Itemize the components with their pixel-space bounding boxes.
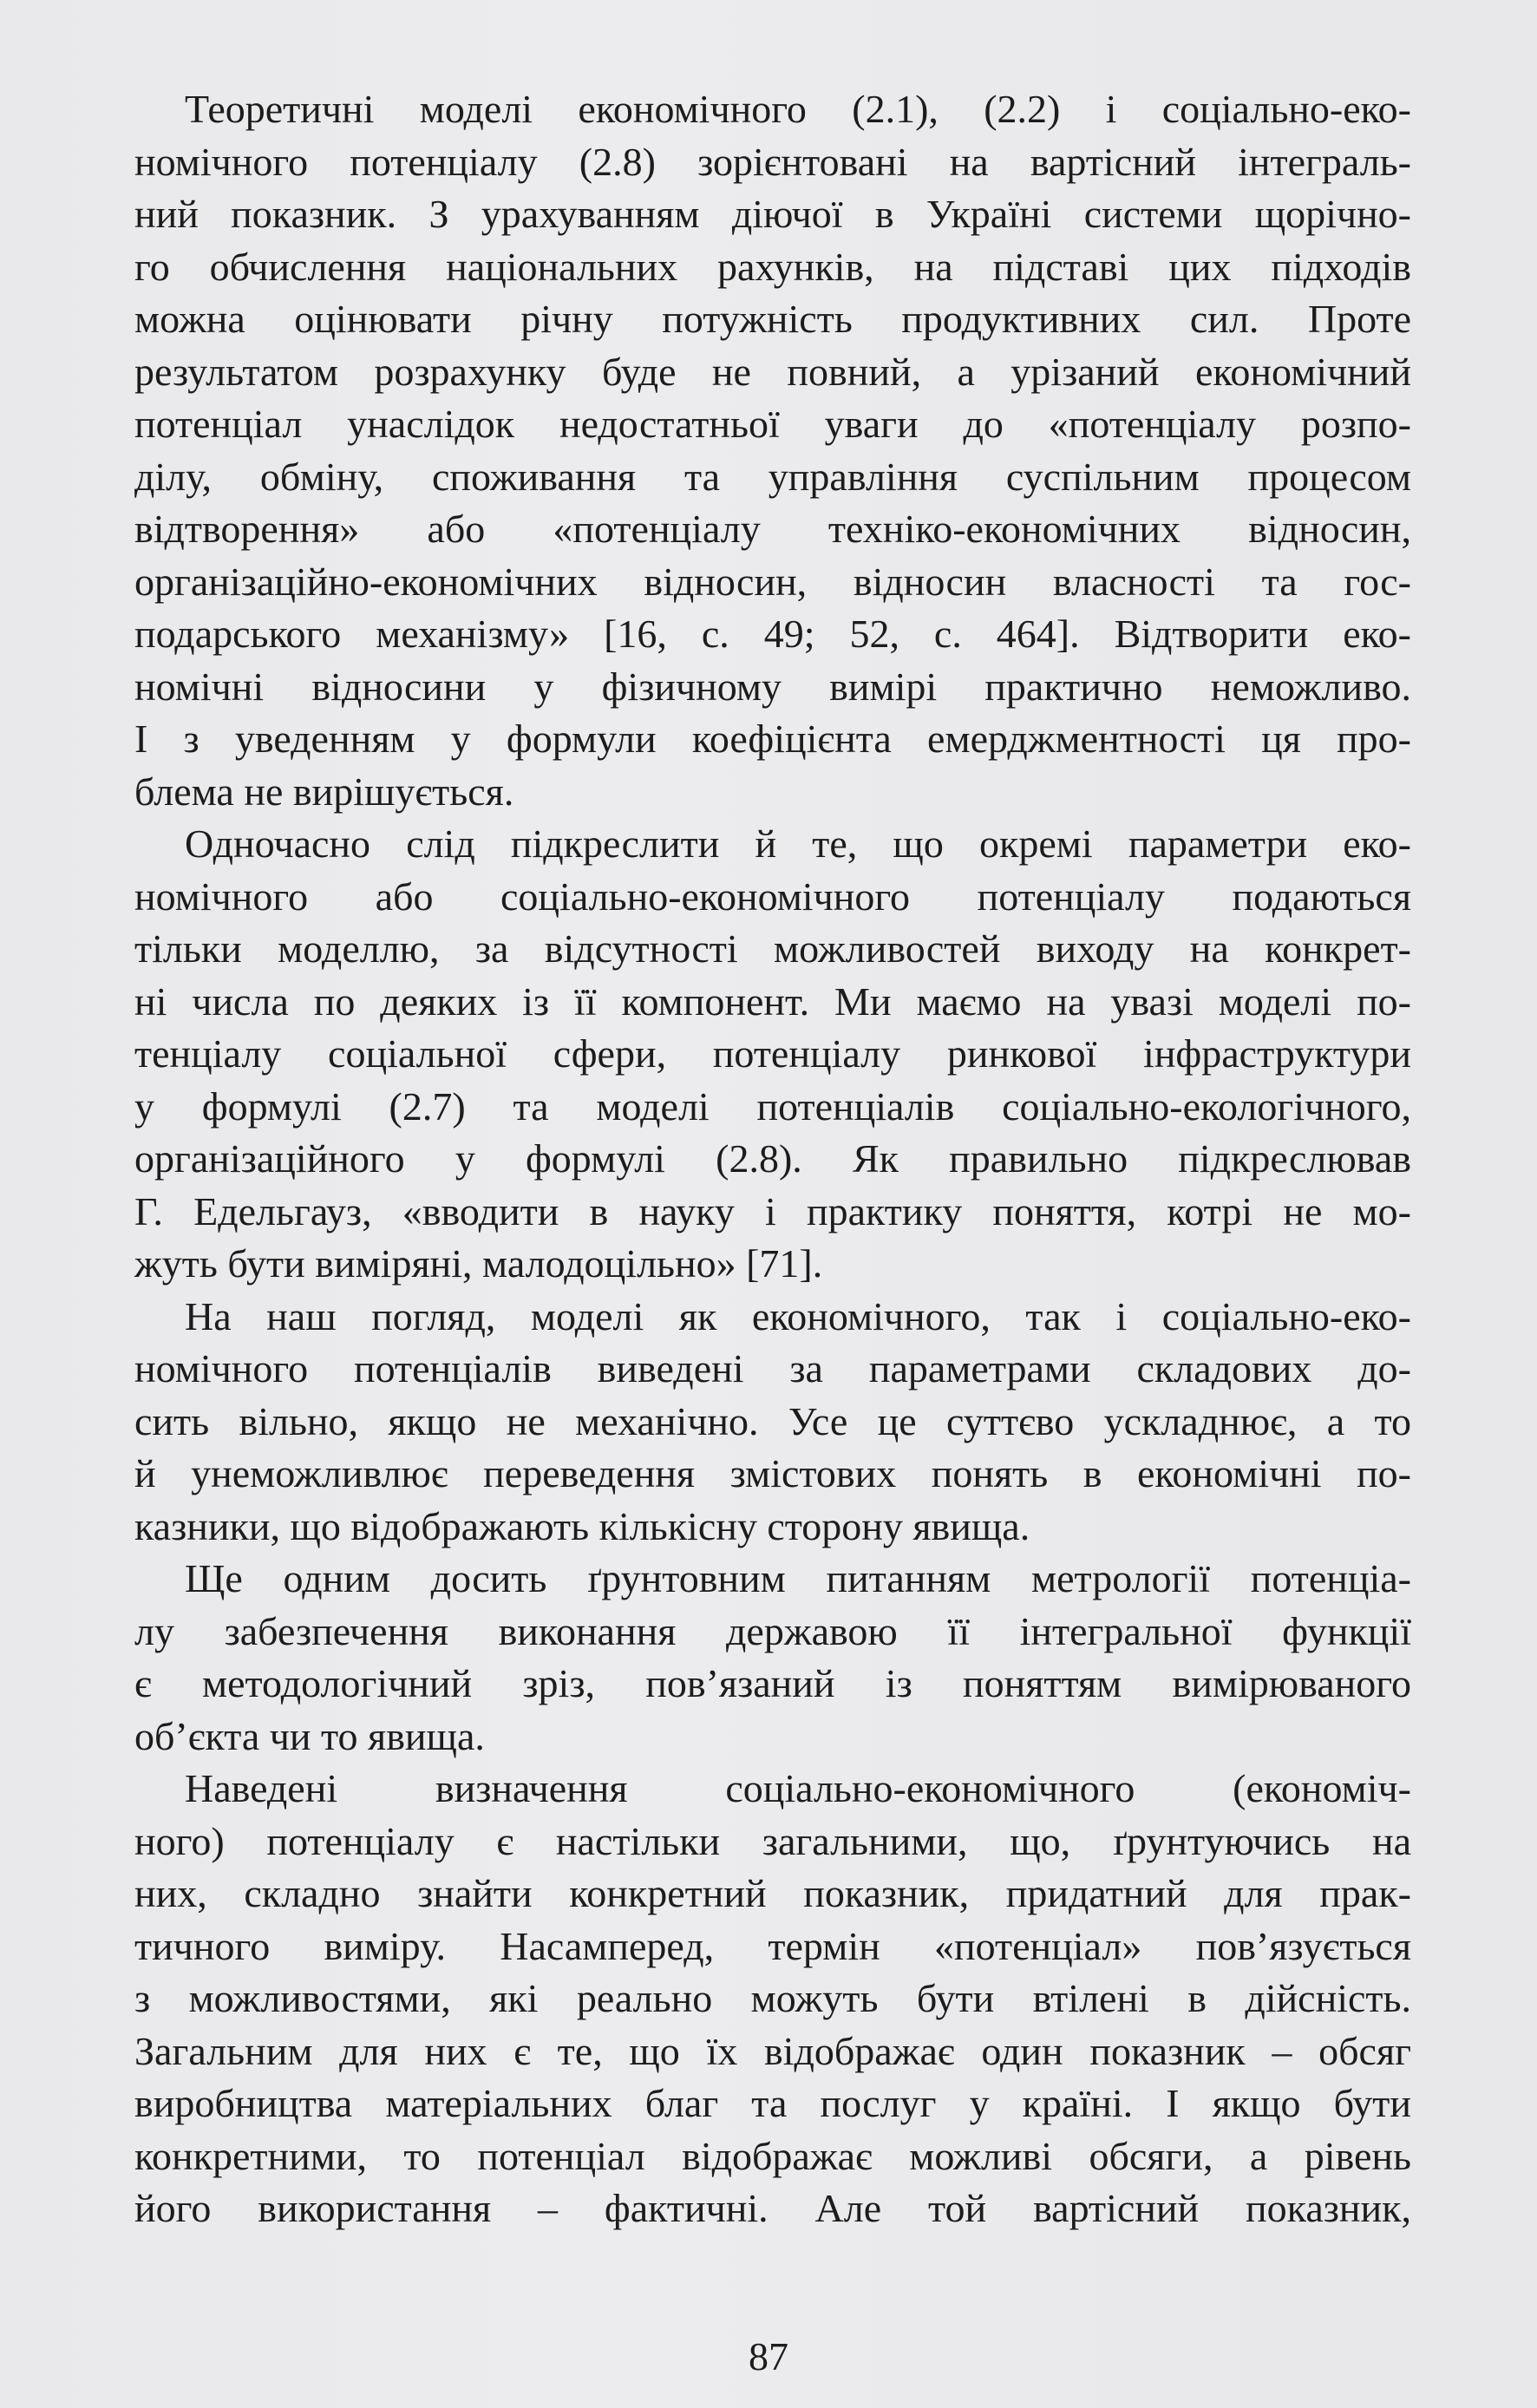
text-line: виробництва матеріальних благ та послуг у країні. І якщо бути (134, 2081, 1411, 2125)
text-line: подарського механізму» [16, с. 49; 52, с. 464]. Відтворити еко- (134, 612, 1411, 656)
text-line: На наш погляд, моделі як економічного, так і соціально-еко- (185, 1293, 1411, 1338)
text-line: Теоретичні моделі економічного (2.1), (2.2) і соціально-еко- (185, 87, 1411, 131)
text-line: ний показник. З урахуванням діючої в Україні системи щорічно- (134, 192, 1411, 236)
text-line: відтворення» або «потенціалу техніко-економічних відносин, (134, 507, 1411, 551)
text-line: тичного виміру. Насамперед, термін «потенціал» пов’язується (134, 1923, 1411, 1968)
text-line: лу забезпечення виконання державою її інтегральної функції (134, 1608, 1411, 1653)
text-line: об’єкта чи то явища. (134, 1713, 485, 1758)
text-line: конкретними, то потенціал відображає можливі обсяги, а рівень (134, 2133, 1411, 2178)
text-line: Ще одним досить ґрунтовним питанням метрології потенціа- (185, 1556, 1411, 1600)
text-line: го обчислення національних рахунків, на підставі цих підходів (134, 244, 1411, 289)
text-line: Загальним для них є те, що їх відображає один показник – обсяг (134, 2028, 1411, 2073)
text-line: у формулі (2.7) та моделі потенціалів соціально-екологічного, (134, 1083, 1411, 1129)
text-line: І з уведенням у формули коефіцієнта емерджментності ця про- (134, 717, 1411, 761)
text-line: ного) потенціалу є настільки загальними, що, ґрунтуючись на (134, 1818, 1411, 1863)
text-line: з можливостями, які реально можуть бути втілені в дійсність. (134, 1976, 1411, 2020)
text-line: ділу, обміну, споживання та управління суспільним процесом (134, 454, 1411, 499)
body-text (134, 83, 1411, 2235)
text-line: блема не вирішується. (134, 769, 514, 814)
text-line: можна оцінювати річну потужність продуктивних сил. Проте (134, 297, 1411, 341)
text-line: й унеможливлює переведення змістових понять в економічні по- (134, 1451, 1411, 1495)
text-line: номічного потенціалів виведені за параметрами складових до- (134, 1346, 1411, 1390)
text-line: організаційно-економічних відносин, відносин власності та гос- (134, 559, 1411, 604)
text-line: тільки моделлю, за відсутності можливостей виходу на конкрет- (134, 926, 1411, 971)
text-line: номічного потенціалу (2.8) зорієнтовані на вартісний інтеграль- (134, 139, 1411, 184)
page-number: 87 (749, 2334, 788, 2379)
text-line: жуть бути виміряні, малодоцільно» [71]. (134, 1241, 823, 1286)
text-line: казники, що відображають кількісну сторону явища. (134, 1503, 1030, 1548)
text-line: потенціал унаслідок недостатньої уваги до «потенціалу розпо- (134, 402, 1411, 446)
text-line: є методологічний зріз, пов’язаний із поняттям вимірюваного (134, 1661, 1411, 1705)
text-line: результатом розрахунку буде не повний, а урізаний економічний (134, 349, 1411, 394)
text-line: його використання – фактичні. Але той вартісний показник, (134, 2186, 1411, 2230)
text-line: Г. Едельгауз, «вводити в науку і практику поняття, котрі не мо- (134, 1188, 1411, 1233)
text-line: Одночасно слід підкреслити й те, що окремі параметри еко- (185, 821, 1411, 866)
text-line: них, складно знайти конкретний показник, придатний для прак- (134, 1871, 1411, 1915)
text-line: номічного або соціально-економічного потенціалу подаються (134, 874, 1411, 919)
text-line: тенціалу соціальної сфери, потенціалу ринкової інфраструктури (134, 1031, 1411, 1076)
text-line: ні числа по деяких із її компонент. Ми маємо на увазі моделі по- (134, 978, 1411, 1024)
text-line: номічні відносини у фізичному вимірі практично неможливо. (134, 664, 1411, 709)
text-line: сить вільно, якщо не механічно. Усе це суттєво ускладнює, а то (134, 1398, 1411, 1443)
text-line: організаційного у формулі (2.8). Як правильно підкреслював (134, 1136, 1411, 1181)
text-line: Наведені визначення соціально-економічного (економіч- (185, 1766, 1411, 1810)
